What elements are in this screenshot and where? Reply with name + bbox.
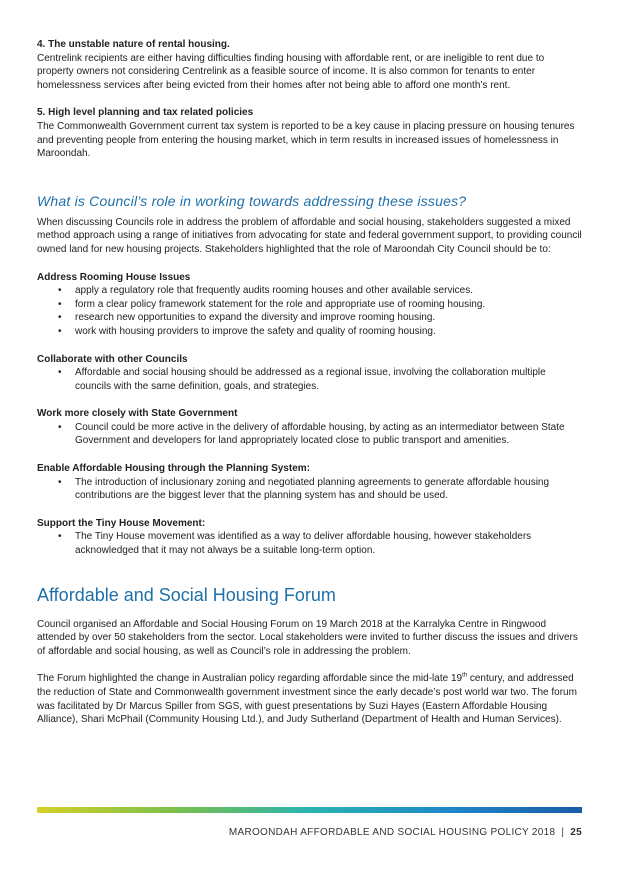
role-group-title: Work more closely with State Government bbox=[37, 408, 238, 420]
footer-gradient-bar bbox=[37, 807, 582, 813]
role-group-title: Enable Affordable Housing through the Planning System: bbox=[37, 463, 310, 475]
list-item-text: Council could be more active in the delivery of affordable housing, by acting as an intermediator between State Government and developers for land appropriately located close to public transport and amenities. bbox=[75, 421, 565, 447]
list-item-text: Affordable and social housing should be addressed as a regional issue, involving the collaboration multiple councils with the same definition, goals, and strategies. bbox=[75, 367, 546, 392]
role-group-title: Support the Tiny House Movement: bbox=[37, 517, 206, 529]
role-group-title: Address Rooming House Issues bbox=[37, 271, 191, 283]
bullet-icon: • bbox=[58, 285, 62, 297]
list-item-text: apply a regulatory role that frequently audits rooming houses and other available services. bbox=[75, 285, 474, 297]
list-item-text: The Tiny House movement was identified as a way to deliver affordable housing, however stakeholders acknowledged that it may not always be a suitable long-term option. bbox=[75, 531, 532, 557]
section-4-body: Centrelink recipients are either having difficulties finding housing with affordable rent, or are ineligible to rent due to property owners not considering Centrelink as a feasible source of income. It is also common for tenants to enter homelessness services after being evicted from their homes after not being able to afford one month’s rent. bbox=[37, 52, 545, 91]
list-item bbox=[37, 366, 582, 393]
role-heading: What is Council’s role in working towards addressing these issues? bbox=[37, 192, 467, 209]
forum-paragraph-2-start: The Forum highlighted the change in Australian policy regarding affordable since the mid-late 19 bbox=[37, 673, 463, 685]
bullet-icon: • bbox=[58, 421, 62, 433]
list-item-text: work with housing providers to improve the safety and quality of rooming housing. bbox=[75, 325, 436, 337]
list-item bbox=[37, 476, 582, 503]
section-5-heading: 5. High level planning and tax related policies bbox=[37, 107, 254, 119]
list-item bbox=[37, 298, 582, 312]
role-group-list bbox=[37, 530, 582, 557]
bullet-icon: • bbox=[58, 476, 62, 488]
bullet-icon: • bbox=[58, 298, 62, 310]
list-item bbox=[37, 530, 582, 557]
bullet-icon: • bbox=[58, 312, 62, 324]
list-item bbox=[37, 325, 582, 339]
document-page bbox=[37, 38, 582, 727]
role-group-list bbox=[37, 284, 582, 338]
list-item-text: research new opportunities to expand the diversity and improve rooming housing. bbox=[75, 312, 436, 324]
list-item bbox=[37, 311, 582, 325]
bullet-icon: • bbox=[58, 325, 62, 337]
forum-paragraph-1: Council organised an Affordable and Social Housing Forum on 19 March 2018 at the Karralyka Centre in Ringwood attended by over 50 stakeholders from the sector. Local stakeholders were invited to further discuss the issues and drivers of affordable and social housing, as well as Council’s role in addressing the problem. bbox=[37, 618, 578, 657]
page-footer bbox=[229, 827, 582, 838]
forum-paragraph-2-sup: th bbox=[462, 673, 468, 680]
page-number: 25 bbox=[570, 827, 582, 838]
list-item bbox=[37, 284, 582, 298]
forum-paragraph-2 bbox=[37, 672, 582, 726]
role-group-list bbox=[37, 476, 582, 503]
role-groups bbox=[37, 257, 582, 558]
role-intro: When discussing Councils role in address the problem of affordable and social housing, stakeholders suggested a mixed method approach using a range of initiatives from advocating for state and federal government support, to providing council owned land for new housing projects. Stakeholders highlighted that the role of Maroondah City Council should be to: bbox=[37, 216, 582, 255]
section-4-heading: 4. The unstable nature of rental housing. bbox=[37, 39, 230, 50]
footer-separator: | bbox=[561, 827, 565, 838]
role-group-title: Collaborate with other Councils bbox=[37, 353, 188, 365]
footer-title: MAROONDAH AFFORDABLE AND SOCIAL HOUSING POLICY 2018 bbox=[228, 827, 556, 838]
section-4 bbox=[37, 38, 582, 92]
forum-paragraph-2-end: century, and addressed the reduction of State and Commonwealth government investment since the early decade’s post world war two. The forum was facilitated by Dr Marcus Spiller from SGS, with guest presentations by Suzi Hayes (Eastern Affordable Housing Alliance), Shari McPhail (Community Housing Ltd.), and Judy Sutherland (Department of Health and Human Services). bbox=[37, 673, 577, 726]
role-group-list bbox=[37, 366, 582, 393]
forum-heading: Affordable and Social Housing Forum bbox=[37, 584, 336, 605]
list-item-text: The introduction of inclusionary zoning and negotiated planning agreements to generate affordable housing contributions are the biggest lever that the planning system has and should be used. bbox=[75, 476, 550, 502]
bullet-icon: • bbox=[58, 531, 62, 543]
section-5-body: The Commonwealth Government current tax system is reported to be a key cause in placing pressure on housing tenures and preventing people from entering the housing market, which in term results in increased issues of homelessness in Maroondah. bbox=[37, 120, 575, 160]
bullet-icon: • bbox=[58, 367, 62, 379]
list-item-text: form a clear policy framework statement for the role and appropriate use of rooming housing. bbox=[75, 298, 486, 310]
section-5 bbox=[37, 106, 582, 160]
list-item bbox=[37, 421, 582, 448]
role-group-list bbox=[37, 421, 582, 448]
